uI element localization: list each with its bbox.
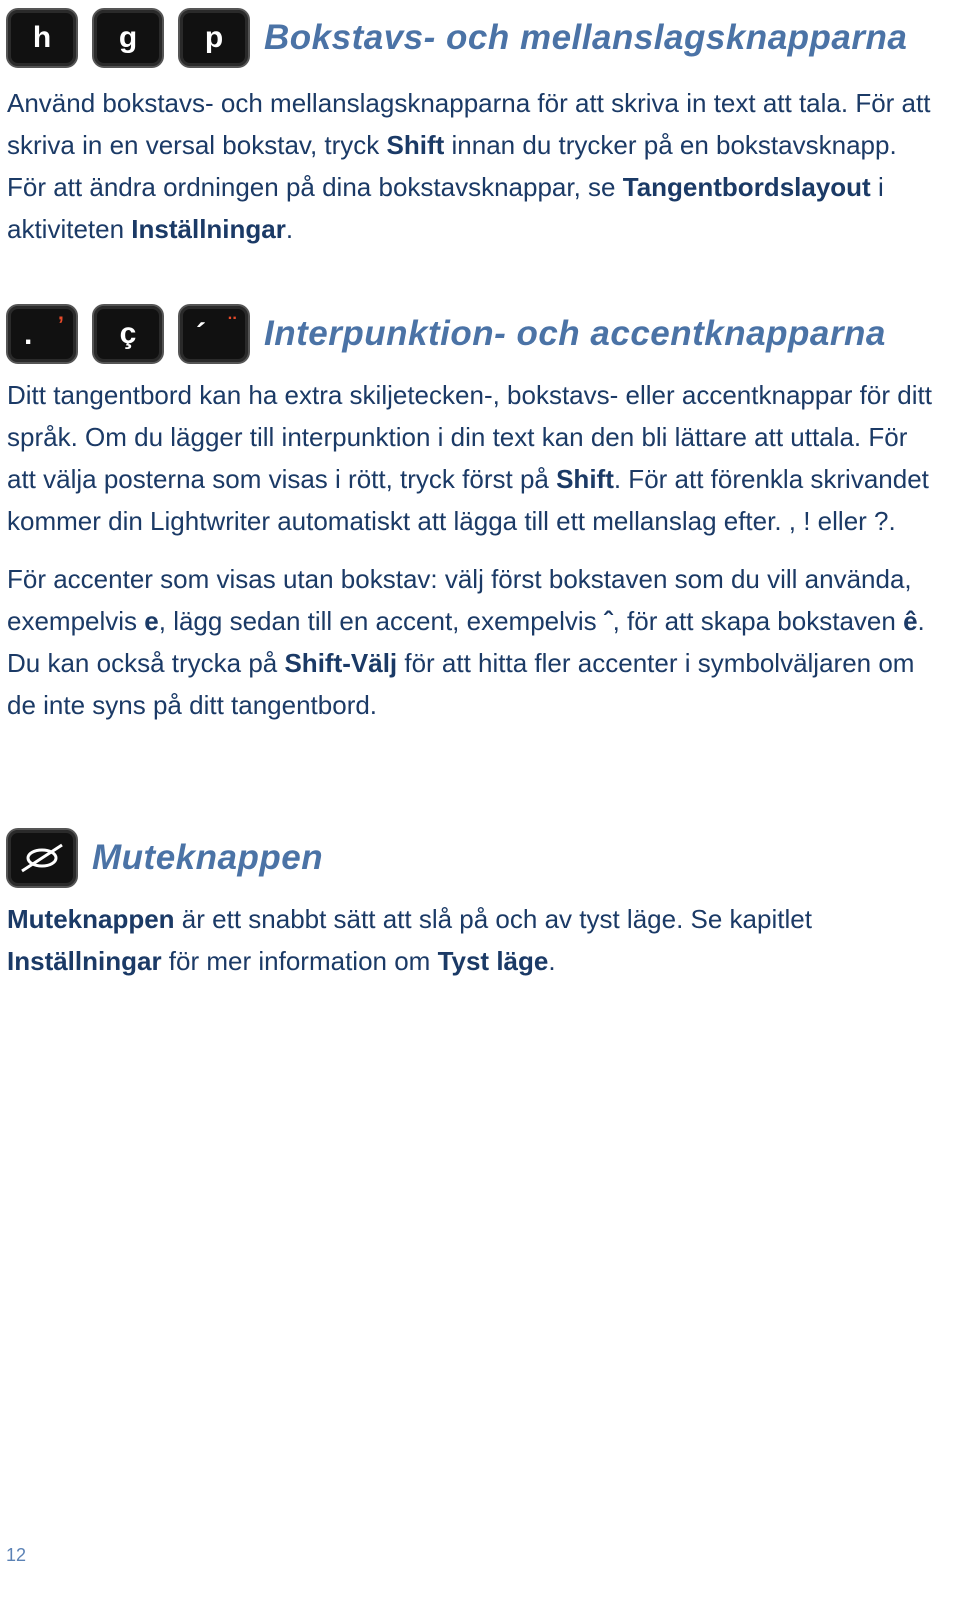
mute-icon: [6, 828, 78, 888]
section-header: [0, 302, 960, 366]
section-mute-key: [0, 826, 960, 982]
section-punctuation-keys: [0, 302, 960, 726]
key-h-icon: h: [6, 8, 78, 68]
section-paragraph: Muteknappen är ett snabbt sätt att slå på och av tyst läge. Se kapitlet Inställningar för mer information om Tyst läge.: [7, 904, 812, 976]
key-p-icon: p: [178, 8, 250, 68]
section-paragraph: För accenter som visas utan bokstav: välj först bokstaven som du vill använda, exempelvis e, lägg sedan till en accent, exempelvis ˆ, för att skapa bokstaven ê. Du kan också trycka på Shift-Välj för att hitta fler accenter i symbolväljaren om de inte syns på ditt tangentbord.: [7, 564, 925, 720]
key-period-apostrophe-icon: . ’: [6, 304, 78, 364]
key-icons: [6, 304, 250, 364]
page-number: 12: [6, 1545, 27, 1565]
section-header: [0, 6, 960, 70]
key-accent-icon: ´ ¨: [178, 304, 250, 364]
section-title: Muteknappen: [92, 838, 324, 877]
mute-symbol-icon: [18, 841, 66, 875]
section-paragraph: Ditt tangentbord kan ha extra skiljetecken-, bokstavs- eller accentknappar för ditt språk. Om du lägger till interpunktion i din text kan den bli lättare att uttala. För att välja posterna som visas i rött, tryck först på Shift. För att förenkla skrivandet kommer din Lightwriter automatiskt att lägga till ett mellanslag efter. , ! eller ?.: [7, 380, 932, 536]
section-title: Interpunktion- och accentknapparna: [264, 314, 886, 353]
key-g-icon: g: [92, 8, 164, 68]
section-paragraph: Använd bokstavs- och mellanslagsknapparna för att skriva in text att tala. För att skriva in en versal bokstav, tryck Shift innan du trycker på en bokstavsknapp. För att ändra ordningen på dina bokstavsknappar, se Tangentbordslayout i aktiviteten Inställningar.: [7, 88, 931, 244]
section-header: [0, 826, 960, 890]
section-title: Bokstavs- och mellanslagsknapparna: [264, 18, 908, 57]
key-c-cedilla-icon: ç: [92, 304, 164, 364]
key-icons: [6, 8, 250, 68]
key-icons: [6, 828, 78, 888]
section-letter-keys: [0, 6, 960, 250]
